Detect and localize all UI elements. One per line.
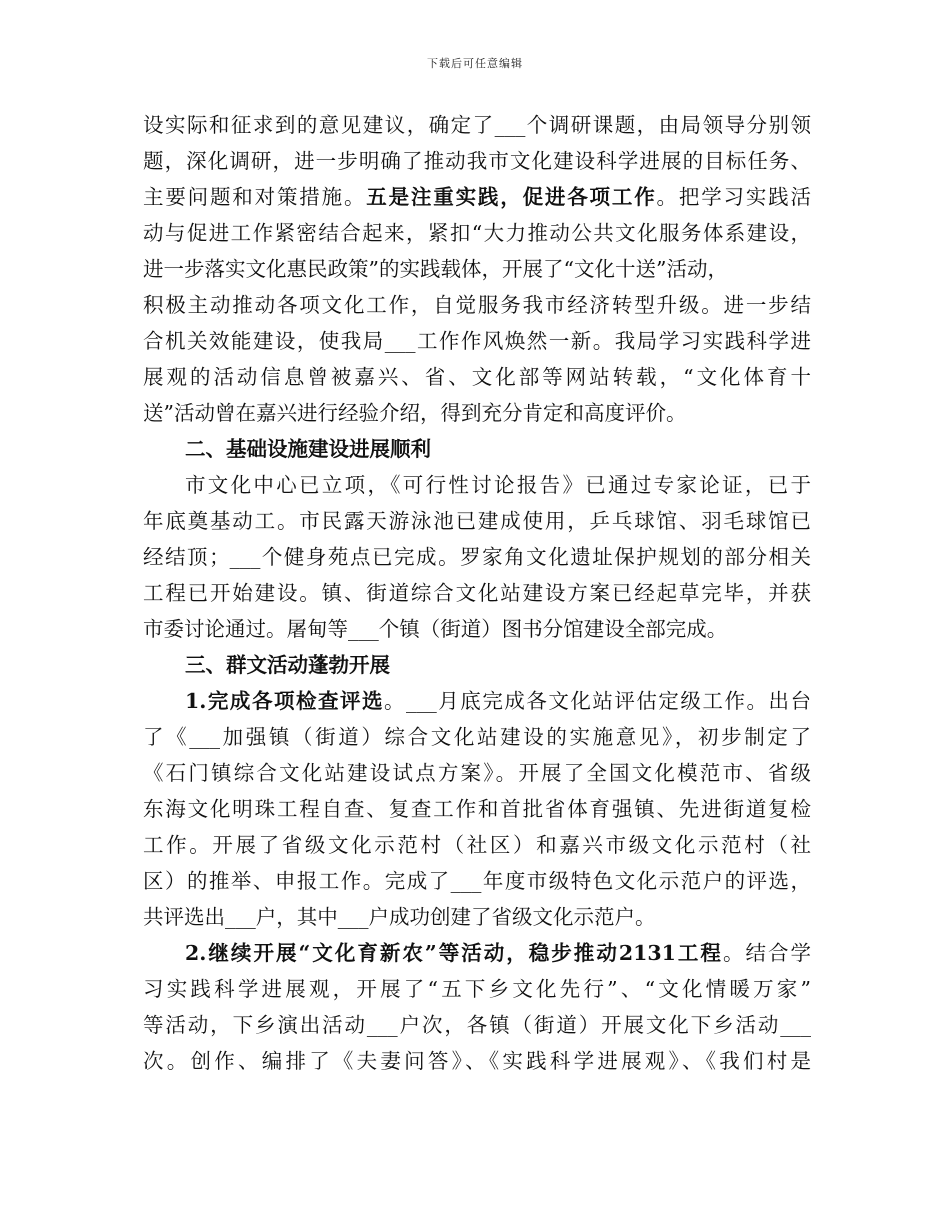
text-run: 。把学习实践活 [656, 185, 811, 209]
text-line: 了《___加强镇（街道）综合文化站建设的实施意见》，初步制定了 [143, 725, 811, 749]
text-line: 进一步落实文化惠民政策”的实践载体，开展了“文化十送”活动， [143, 257, 728, 281]
text-line: 送”活动曾在嘉兴进行经验介绍，得到充分肯定和高度评价。 [143, 401, 687, 425]
text-line [143, 683, 811, 719]
text-line [143, 935, 811, 971]
paragraph-infrastructure [143, 467, 811, 647]
text-run: 。___月底完成各文化站评估定级工作。出台 [384, 689, 811, 713]
text-line: 积极主动推动各项文化工作，自觉服务我市经济转型升级。进一步结 [143, 293, 811, 317]
bold-run: 2.继续开展“文化育新农”等活动，稳步推动2131工程 [185, 941, 723, 965]
text-run: 。结合学 [722, 941, 811, 965]
paragraph-rural-culture [143, 935, 811, 1079]
text-line: 经结顶；___个健身苑点已完成。罗家角文化遗址保护规划的部分相关 [143, 545, 811, 569]
text-line: 合机关效能建设，使我局___工作作风焕然一新。我局学习实践科学进 [143, 329, 811, 353]
bold-run: 五是注重实践，促进各项工作 [366, 185, 657, 209]
text-line: 《石门镇综合文化站建设试点方案》。开展了全国文化模范市、省级 [143, 761, 811, 785]
text-line: 动与促进工作紧密结合起来，紧扣“大力推动公共文化服务体系建设， [143, 221, 811, 245]
bold-run: 1.完成各项检查评选 [185, 689, 385, 713]
paragraph-inspection [143, 683, 811, 935]
text-line: 工作。开展了省级文化示范村（社区）和嘉兴市级文化示范村（社 [143, 833, 811, 857]
section-heading: 二、基础设施建设进展顺利 [185, 437, 431, 461]
document-body [143, 107, 811, 1079]
text-line: 工程已开始建设。镇、街道综合文化站建设方案已经起草完毕，并获 [143, 581, 811, 605]
text-line: 共评选出___户，其中___户成功创建了省级文化示范户。 [143, 905, 656, 929]
text-line: 东海文化明珠工程自查、复查工作和首批省体育强镇、先进街道复检 [143, 797, 811, 821]
text-line: 次。创作、编排了《夫妻问答》、《实践科学进展观》、《我们村是 [143, 1049, 811, 1073]
text-line: 市委讨论通过。屠甸等___个镇（街道）图书分馆建设全部完成。 [143, 617, 728, 641]
text-line: 等活动，下乡演出活动___户次，各镇（街道）开展文化下乡活动___ [143, 1013, 811, 1037]
text-line: 习实践科学进展观，开展了“五下乡文化先行”、“文化情暖万家” [143, 977, 811, 1001]
section-heading: 三、群文活动蓬勃开展 [185, 653, 390, 677]
text-line [143, 179, 811, 215]
text-run: 主要问题和对策措施。 [143, 185, 367, 209]
text-line: 区）的推举、申报工作。完成了___年度市级特色文化示范户的评选， [143, 869, 811, 893]
paragraph-practice [143, 107, 811, 431]
text-line: 题，深化调研，进一步明确了推动我市文化建设科学进展的目标任务、 [143, 149, 811, 173]
text-line: 设实际和征求到的意见建议，确定了___个调研课题，由局领导分别领 [143, 113, 811, 137]
text-line: 展观的活动信息曾被嘉兴、省、文化部等网站转载，“文化体育十 [143, 365, 811, 389]
text-line: 年底奠基动工。市民露天游泳池已建成使用，乒乓球馆、羽毛球馆已 [143, 509, 811, 533]
page-header: 下载后可任意编辑 [427, 57, 523, 70]
text-line: 市文化中心已立项，《可行性讨论报告》已通过专家论证，已于 [185, 473, 811, 497]
